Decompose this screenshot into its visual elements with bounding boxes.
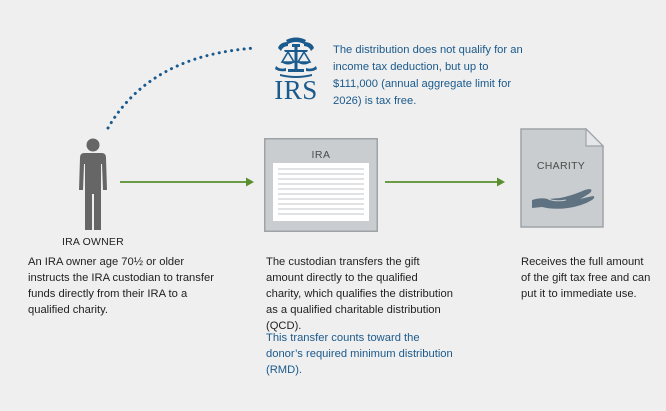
irs-tax-note: The distribution does not qualify for an income tax deduction, but up to $111,000 (annual aggregate limit for 2026) is tax free. bbox=[333, 44, 523, 107]
document-icon bbox=[520, 128, 604, 228]
ira-card-label: IRA bbox=[311, 149, 331, 161]
owner-label: IRA OWNER bbox=[62, 236, 124, 248]
person-icon bbox=[78, 138, 108, 232]
irs-logo-icon bbox=[270, 36, 322, 78]
arrow-right-icon bbox=[385, 176, 507, 188]
charity-description: Receives the full amount of the gift tax free and can put it to immediate use. bbox=[521, 256, 651, 300]
custodian-description: The custodian transfers the gift amount directly to the qualified charity, which qualifies the distribution as a qualified charitable distribution (QCD). bbox=[266, 256, 453, 332]
irs-logo-text: IRS bbox=[274, 75, 318, 105]
owner-description: An IRA owner age 70½ or older instructs the IRA custodian to transfer funds directly from their IRA to a qualified charity. bbox=[28, 256, 214, 316]
charity-card-label: CHARITY bbox=[536, 160, 586, 172]
rmd-note: This transfer counts toward the donor’s required minimum distribution (RMD). bbox=[266, 332, 453, 376]
hand-icon bbox=[530, 186, 596, 212]
arrow-right-icon bbox=[120, 176, 256, 188]
